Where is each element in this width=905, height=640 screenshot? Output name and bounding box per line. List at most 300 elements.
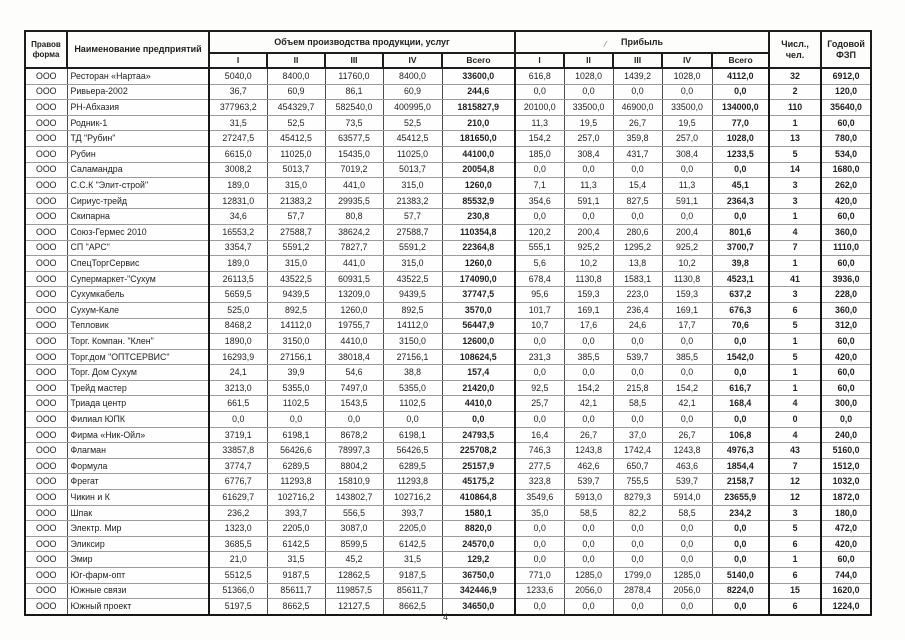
cell-legal-form: ООО	[25, 380, 67, 396]
cell-volume-iii: 0,0	[325, 412, 383, 428]
cell-headcount: 1	[769, 380, 821, 396]
cell-profit-ii: 308,4	[564, 146, 613, 162]
cell-headcount: 3	[769, 178, 821, 194]
cell-payroll: 60,0	[821, 365, 871, 381]
cell-headcount: 5	[769, 349, 821, 365]
cell-volume-ii: 39,9	[267, 365, 325, 381]
cell-volume-ii: 11025,0	[267, 146, 325, 162]
cell-company-name: РН-Абхазия	[67, 100, 209, 116]
cell-profit-iv: 1028,0	[662, 68, 712, 84]
cell-company-name: ТД "Рубин"	[67, 131, 209, 147]
cell-volume-i: 377963,2	[209, 100, 267, 116]
cell-profit-i: 616,8	[515, 68, 564, 84]
cell-profit-ii: 42,1	[564, 396, 613, 412]
cell-volume-iii: 441,0	[325, 256, 383, 272]
cell-profit-iii: 2878,4	[613, 583, 662, 599]
cell-profit-total: 106,8	[712, 427, 769, 443]
cell-legal-form: ООО	[25, 256, 67, 272]
table-row	[25, 599, 871, 615]
cell-payroll: 240,0	[821, 427, 871, 443]
cell-volume-total: 24570,0	[442, 536, 515, 552]
cell-profit-total: 0,0	[712, 599, 769, 615]
cell-profit-ii: 0,0	[564, 209, 613, 225]
cell-payroll: 60,0	[821, 256, 871, 272]
cell-volume-iv: 8400,0	[383, 68, 442, 84]
cell-volume-total: 34650,0	[442, 599, 515, 615]
cell-payroll: 60,0	[821, 552, 871, 568]
cell-volume-ii: 8400,0	[267, 68, 325, 84]
cell-volume-iv: 43522,5	[383, 271, 442, 287]
cell-payroll: 420,0	[821, 536, 871, 552]
cell-volume-total: 25157,9	[442, 458, 515, 474]
cell-profit-iii: 215,8	[613, 380, 662, 396]
cell-volume-iv: 27588,7	[383, 224, 442, 240]
cell-volume-iv: 14112,0	[383, 318, 442, 334]
cell-headcount: 5	[769, 521, 821, 537]
cell-volume-ii: 3150,0	[267, 334, 325, 350]
cell-volume-ii: 31,5	[267, 552, 325, 568]
cell-headcount: 6	[769, 568, 821, 584]
cell-volume-total: 56447,9	[442, 318, 515, 334]
cell-profit-total: 2364,3	[712, 193, 769, 209]
cell-volume-total: 20054,8	[442, 162, 515, 178]
cell-profit-total: 2158,7	[712, 474, 769, 490]
cell-profit-iii: 58,5	[613, 396, 662, 412]
cell-profit-ii: 0,0	[564, 536, 613, 552]
cell-profit-total: 5140,0	[712, 568, 769, 584]
table-row	[25, 146, 871, 162]
cell-volume-total: 174090,0	[442, 271, 515, 287]
cell-headcount: 1	[769, 115, 821, 131]
cell-legal-form: ООО	[25, 318, 67, 334]
cell-profit-i: 95,6	[515, 287, 564, 303]
cell-volume-iv: 5013,7	[383, 162, 442, 178]
cell-volume-iv: 27156,1	[383, 349, 442, 365]
table-row	[25, 193, 871, 209]
cell-company-name: Филиал ЮПК	[67, 412, 209, 428]
cell-profit-total: 234,2	[712, 505, 769, 521]
cell-payroll: 1224,0	[821, 599, 871, 615]
cell-headcount: 5	[769, 318, 821, 334]
cell-volume-ii: 14112,0	[267, 318, 325, 334]
cell-volume-total: 33600,0	[442, 68, 515, 84]
cell-headcount: 1	[769, 334, 821, 350]
cell-headcount: 1	[769, 256, 821, 272]
cell-legal-form: ООО	[25, 505, 67, 521]
cell-volume-iii: 38624,2	[325, 224, 383, 240]
cell-volume-ii: 2205,0	[267, 521, 325, 537]
cell-volume-iii: 15435,0	[325, 146, 383, 162]
cell-profit-total: 0,0	[712, 521, 769, 537]
cell-profit-ii: 1243,8	[564, 443, 613, 459]
cell-volume-ii: 5591,2	[267, 240, 325, 256]
cell-profit-total: 0,0	[712, 84, 769, 100]
cell-profit-iii: 1439,2	[613, 68, 662, 84]
table-row	[25, 490, 871, 506]
cell-profit-iv: 154,2	[662, 380, 712, 396]
cell-company-name: Торг. Компан. "Клен"	[67, 334, 209, 350]
cell-profit-iv: 0,0	[662, 209, 712, 225]
cell-profit-i: 16,4	[515, 427, 564, 443]
table-row	[25, 318, 871, 334]
cell-volume-total: 3570,0	[442, 302, 515, 318]
cell-profit-i: 0,0	[515, 334, 564, 350]
cell-profit-iii: 8279,3	[613, 490, 662, 506]
cell-profit-ii: 0,0	[564, 521, 613, 537]
cell-profit-total: 616,7	[712, 380, 769, 396]
cell-volume-i: 3354,7	[209, 240, 267, 256]
cell-volume-iv: 2205,0	[383, 521, 442, 537]
cell-headcount: 41	[769, 271, 821, 287]
cell-headcount: 4	[769, 224, 821, 240]
cell-profit-iv: 0,0	[662, 412, 712, 428]
cell-volume-iii: 7497,0	[325, 380, 383, 396]
cell-payroll: 1680,0	[821, 162, 871, 178]
table-row	[25, 552, 871, 568]
cell-profit-ii: 0,0	[564, 334, 613, 350]
cell-volume-iii: 29935,5	[325, 193, 383, 209]
cell-volume-iv: 31,5	[383, 552, 442, 568]
cell-profit-total: 77,0	[712, 115, 769, 131]
cell-volume-iv: 6142,5	[383, 536, 442, 552]
cell-profit-total: 8224,0	[712, 583, 769, 599]
cell-profit-iv: 0,0	[662, 162, 712, 178]
cell-volume-total: 45175,2	[442, 474, 515, 490]
cell-volume-total: 410864,8	[442, 490, 515, 506]
cell-profit-ii: 925,2	[564, 240, 613, 256]
cell-headcount: 1	[769, 209, 821, 225]
cell-headcount: 32	[769, 68, 821, 84]
cell-company-name: Саламандра	[67, 162, 209, 178]
cell-profit-iii: 26,7	[613, 115, 662, 131]
cell-company-name: Сириус-трейд	[67, 193, 209, 209]
cell-profit-ii: 1285,0	[564, 568, 613, 584]
table-row	[25, 115, 871, 131]
cell-company-name: Трейд мастер	[67, 380, 209, 396]
cell-volume-iv: 3150,0	[383, 334, 442, 350]
table-body	[25, 68, 871, 615]
cell-profit-iv: 11,3	[662, 178, 712, 194]
cell-profit-total: 39,8	[712, 256, 769, 272]
cell-legal-form: ООО	[25, 334, 67, 350]
cell-volume-i: 5040,0	[209, 68, 267, 84]
cell-legal-form: ООО	[25, 443, 67, 459]
cell-volume-iv: 0,0	[383, 412, 442, 428]
cell-volume-ii: 5013,7	[267, 162, 325, 178]
cell-company-name: Шпак	[67, 505, 209, 521]
cell-profit-iii: 0,0	[613, 365, 662, 381]
cell-volume-i: 236,2	[209, 505, 267, 521]
cell-payroll: 228,0	[821, 287, 871, 303]
cell-company-name: Флагман	[67, 443, 209, 459]
cell-volume-iii: 119857,5	[325, 583, 383, 599]
cell-company-name: СпецТоргСервис	[67, 256, 209, 272]
cell-profit-ii: 0,0	[564, 365, 613, 381]
cell-volume-iv: 5591,2	[383, 240, 442, 256]
cell-volume-iii: 80,8	[325, 209, 383, 225]
cell-volume-ii: 43522,5	[267, 271, 325, 287]
cell-profit-total: 4523,1	[712, 271, 769, 287]
table-row	[25, 302, 871, 318]
cell-company-name: Южные связи	[67, 583, 209, 599]
cell-profit-i: 120,2	[515, 224, 564, 240]
cell-profit-iv: 19,5	[662, 115, 712, 131]
cell-company-name: Южный проект	[67, 599, 209, 615]
cell-profit-i: 0,0	[515, 162, 564, 178]
cell-volume-iii: 582540,0	[325, 100, 383, 116]
cell-volume-i: 189,0	[209, 178, 267, 194]
cell-headcount: 6	[769, 536, 821, 552]
cell-profit-iv: 26,7	[662, 427, 712, 443]
cell-volume-total: 129,2	[442, 552, 515, 568]
cell-profit-total: 0,0	[712, 162, 769, 178]
cell-payroll: 262,0	[821, 178, 871, 194]
cell-volume-i: 26113,5	[209, 271, 267, 287]
cell-profit-iv: 2056,0	[662, 583, 712, 599]
cell-company-name: Сухумкабель	[67, 287, 209, 303]
cell-profit-i: 154,2	[515, 131, 564, 147]
cell-profit-total: 1542,0	[712, 349, 769, 365]
cell-legal-form: ООО	[25, 458, 67, 474]
cell-profit-iii: 1799,0	[613, 568, 662, 584]
cell-profit-i: 0,0	[515, 84, 564, 100]
cell-profit-ii: 0,0	[564, 84, 613, 100]
cell-payroll: 0,0	[821, 412, 871, 428]
cell-profit-ii: 1028,0	[564, 68, 613, 84]
cell-profit-i: 7,1	[515, 178, 564, 194]
cell-profit-iii: 0,0	[613, 412, 662, 428]
cell-volume-i: 12831,0	[209, 193, 267, 209]
cell-profit-iv: 1243,8	[662, 443, 712, 459]
cell-volume-i: 3008,2	[209, 162, 267, 178]
table-row	[25, 443, 871, 459]
table-row	[25, 100, 871, 116]
cell-legal-form: ООО	[25, 599, 67, 615]
cell-profit-ii: 5913,0	[564, 490, 613, 506]
cell-volume-ii: 0,0	[267, 412, 325, 428]
cell-legal-form: ООО	[25, 178, 67, 194]
cell-profit-iii: 236,4	[613, 302, 662, 318]
cell-volume-i: 5512,5	[209, 568, 267, 584]
cell-company-name: Тепловик	[67, 318, 209, 334]
cell-profit-iii: 46900,0	[613, 100, 662, 116]
cell-volume-iii: 1260,0	[325, 302, 383, 318]
table-row	[25, 178, 871, 194]
cell-volume-iii: 73,5	[325, 115, 383, 131]
cell-payroll: 35640,0	[821, 100, 871, 116]
table-row	[25, 521, 871, 537]
cell-volume-iii: 8804,2	[325, 458, 383, 474]
cell-company-name: Формула	[67, 458, 209, 474]
cell-volume-total: 21420,0	[442, 380, 515, 396]
cell-payroll: 1110,0	[821, 240, 871, 256]
cell-headcount: 3	[769, 287, 821, 303]
cell-legal-form: ООО	[25, 536, 67, 552]
cell-payroll: 60,0	[821, 334, 871, 350]
cell-profit-i: 0,0	[515, 552, 564, 568]
cell-profit-total: 1028,0	[712, 131, 769, 147]
table-row	[25, 287, 871, 303]
cell-profit-ii: 11,3	[564, 178, 613, 194]
cell-profit-total: 1233,5	[712, 146, 769, 162]
cell-volume-iii: 11760,0	[325, 68, 383, 84]
cell-profit-ii: 539,7	[564, 474, 613, 490]
cell-volume-iii: 13209,0	[325, 287, 383, 303]
cell-profit-i: 771,0	[515, 568, 564, 584]
cell-volume-total: 244,6	[442, 84, 515, 100]
cell-profit-ii: 10,2	[564, 256, 613, 272]
cell-profit-i: 555,1	[515, 240, 564, 256]
cell-volume-total: 85532,9	[442, 193, 515, 209]
cell-profit-iii: 0,0	[613, 84, 662, 100]
cell-volume-ii: 6198,1	[267, 427, 325, 443]
cell-legal-form: ООО	[25, 365, 67, 381]
cell-profit-iv: 0,0	[662, 521, 712, 537]
cell-volume-i: 661,5	[209, 396, 267, 412]
cell-volume-iii: 441,0	[325, 178, 383, 194]
cell-profit-i: 11,3	[515, 115, 564, 131]
cell-volume-i: 33857,8	[209, 443, 267, 459]
cell-profit-iii: 13,8	[613, 256, 662, 272]
header-payroll: Годовой ФЗП	[821, 31, 871, 68]
cell-volume-ii: 27588,7	[267, 224, 325, 240]
cell-profit-ii: 0,0	[564, 162, 613, 178]
cell-payroll: 300,0	[821, 396, 871, 412]
cell-profit-i: 101,7	[515, 302, 564, 318]
cell-payroll: 60,0	[821, 380, 871, 396]
cell-profit-total: 801,6	[712, 224, 769, 240]
cell-volume-total: 1580,1	[442, 505, 515, 521]
cell-volume-iii: 12127,5	[325, 599, 383, 615]
cell-legal-form: ООО	[25, 568, 67, 584]
cell-profit-total: 0,0	[712, 536, 769, 552]
cell-headcount: 7	[769, 240, 821, 256]
cell-profit-ii: 591,1	[564, 193, 613, 209]
cell-volume-total: 24793,5	[442, 427, 515, 443]
cell-volume-i: 1890,0	[209, 334, 267, 350]
cell-profit-i: 35,0	[515, 505, 564, 521]
cell-profit-iv: 0,0	[662, 536, 712, 552]
cell-volume-total: 1260,0	[442, 256, 515, 272]
cell-profit-iv: 0,0	[662, 84, 712, 100]
cell-volume-ii: 85611,7	[267, 583, 325, 599]
cell-headcount: 1	[769, 365, 821, 381]
cell-payroll: 3936,0	[821, 271, 871, 287]
cell-profit-iv: 42,1	[662, 396, 712, 412]
cell-headcount: 13	[769, 131, 821, 147]
cell-profit-ii: 17,6	[564, 318, 613, 334]
table-row	[25, 474, 871, 490]
cell-profit-iii: 431,7	[613, 146, 662, 162]
cell-profit-i: 92,5	[515, 380, 564, 396]
cell-profit-iii: 0,0	[613, 209, 662, 225]
cell-payroll: 780,0	[821, 131, 871, 147]
cell-volume-i: 31,5	[209, 115, 267, 131]
cell-profit-iv: 169,1	[662, 302, 712, 318]
cell-volume-total: 0,0	[442, 412, 515, 428]
cell-profit-iii: 827,5	[613, 193, 662, 209]
cell-volume-total: 36750,0	[442, 568, 515, 584]
cell-headcount: 43	[769, 443, 821, 459]
cell-volume-ii: 9439,5	[267, 287, 325, 303]
cell-legal-form: ООО	[25, 84, 67, 100]
cell-profit-i: 5,6	[515, 256, 564, 272]
cell-profit-iv: 159,3	[662, 287, 712, 303]
table-row	[25, 412, 871, 428]
cell-volume-total: 230,8	[442, 209, 515, 225]
cell-volume-iv: 102716,2	[383, 490, 442, 506]
cell-headcount: 3	[769, 505, 821, 521]
cell-company-name: Эмир	[67, 552, 209, 568]
cell-profit-i: 185,0	[515, 146, 564, 162]
cell-volume-total: 110354,8	[442, 224, 515, 240]
cell-legal-form: ООО	[25, 100, 67, 116]
cell-volume-iv: 393,7	[383, 505, 442, 521]
cell-profit-iii: 1295,2	[613, 240, 662, 256]
cell-profit-ii: 0,0	[564, 552, 613, 568]
header-profit-q2: II	[564, 53, 613, 68]
cell-profit-total: 0,0	[712, 552, 769, 568]
header-profit-q4: IV	[662, 53, 712, 68]
cell-headcount: 12	[769, 490, 821, 506]
cell-volume-iv: 400995,0	[383, 100, 442, 116]
cell-legal-form: ООО	[25, 490, 67, 506]
table-header	[25, 31, 871, 68]
cell-legal-form: ООО	[25, 209, 67, 225]
cell-profit-total: 0,0	[712, 365, 769, 381]
cell-volume-iii: 45,2	[325, 552, 383, 568]
cell-profit-iv: 5914,0	[662, 490, 712, 506]
cell-profit-iv: 925,2	[662, 240, 712, 256]
cell-company-name: Ресторан «Нартаа»	[67, 68, 209, 84]
cell-volume-iv: 11025,0	[383, 146, 442, 162]
cell-profit-iii: 359,8	[613, 131, 662, 147]
table-row	[25, 349, 871, 365]
table-row	[25, 68, 871, 84]
cell-profit-iii: 0,0	[613, 334, 662, 350]
cell-volume-ii: 102716,2	[267, 490, 325, 506]
cell-legal-form: ООО	[25, 396, 67, 412]
cell-volume-ii: 315,0	[267, 256, 325, 272]
cell-payroll: 420,0	[821, 193, 871, 209]
cell-volume-ii: 57,7	[267, 209, 325, 225]
cell-company-name: Эликсир	[67, 536, 209, 552]
cell-profit-i: 746,3	[515, 443, 564, 459]
header-profit-q3: III	[613, 53, 662, 68]
cell-volume-ii: 56426,6	[267, 443, 325, 459]
cell-profit-ii: 154,2	[564, 380, 613, 396]
cell-profit-iv: 463,6	[662, 458, 712, 474]
table-row	[25, 240, 871, 256]
cell-volume-total: 342446,9	[442, 583, 515, 599]
cell-payroll: 1620,0	[821, 583, 871, 599]
cell-profit-i: 0,0	[515, 521, 564, 537]
cell-volume-iv: 38,8	[383, 365, 442, 381]
header-volume-q2: II	[267, 53, 325, 68]
cell-company-name: Юг-фарм-опт	[67, 568, 209, 584]
cell-legal-form: ООО	[25, 427, 67, 443]
table-row	[25, 334, 871, 350]
cell-volume-i: 21,0	[209, 552, 267, 568]
cell-volume-i: 189,0	[209, 256, 267, 272]
cell-volume-iv: 9439,5	[383, 287, 442, 303]
cell-profit-i: 0,0	[515, 412, 564, 428]
cell-legal-form: ООО	[25, 521, 67, 537]
cell-profit-iii: 1742,4	[613, 443, 662, 459]
cell-volume-iv: 892,5	[383, 302, 442, 318]
cell-profit-i: 1233,6	[515, 583, 564, 599]
cell-company-name: Ривьера-2002	[67, 84, 209, 100]
